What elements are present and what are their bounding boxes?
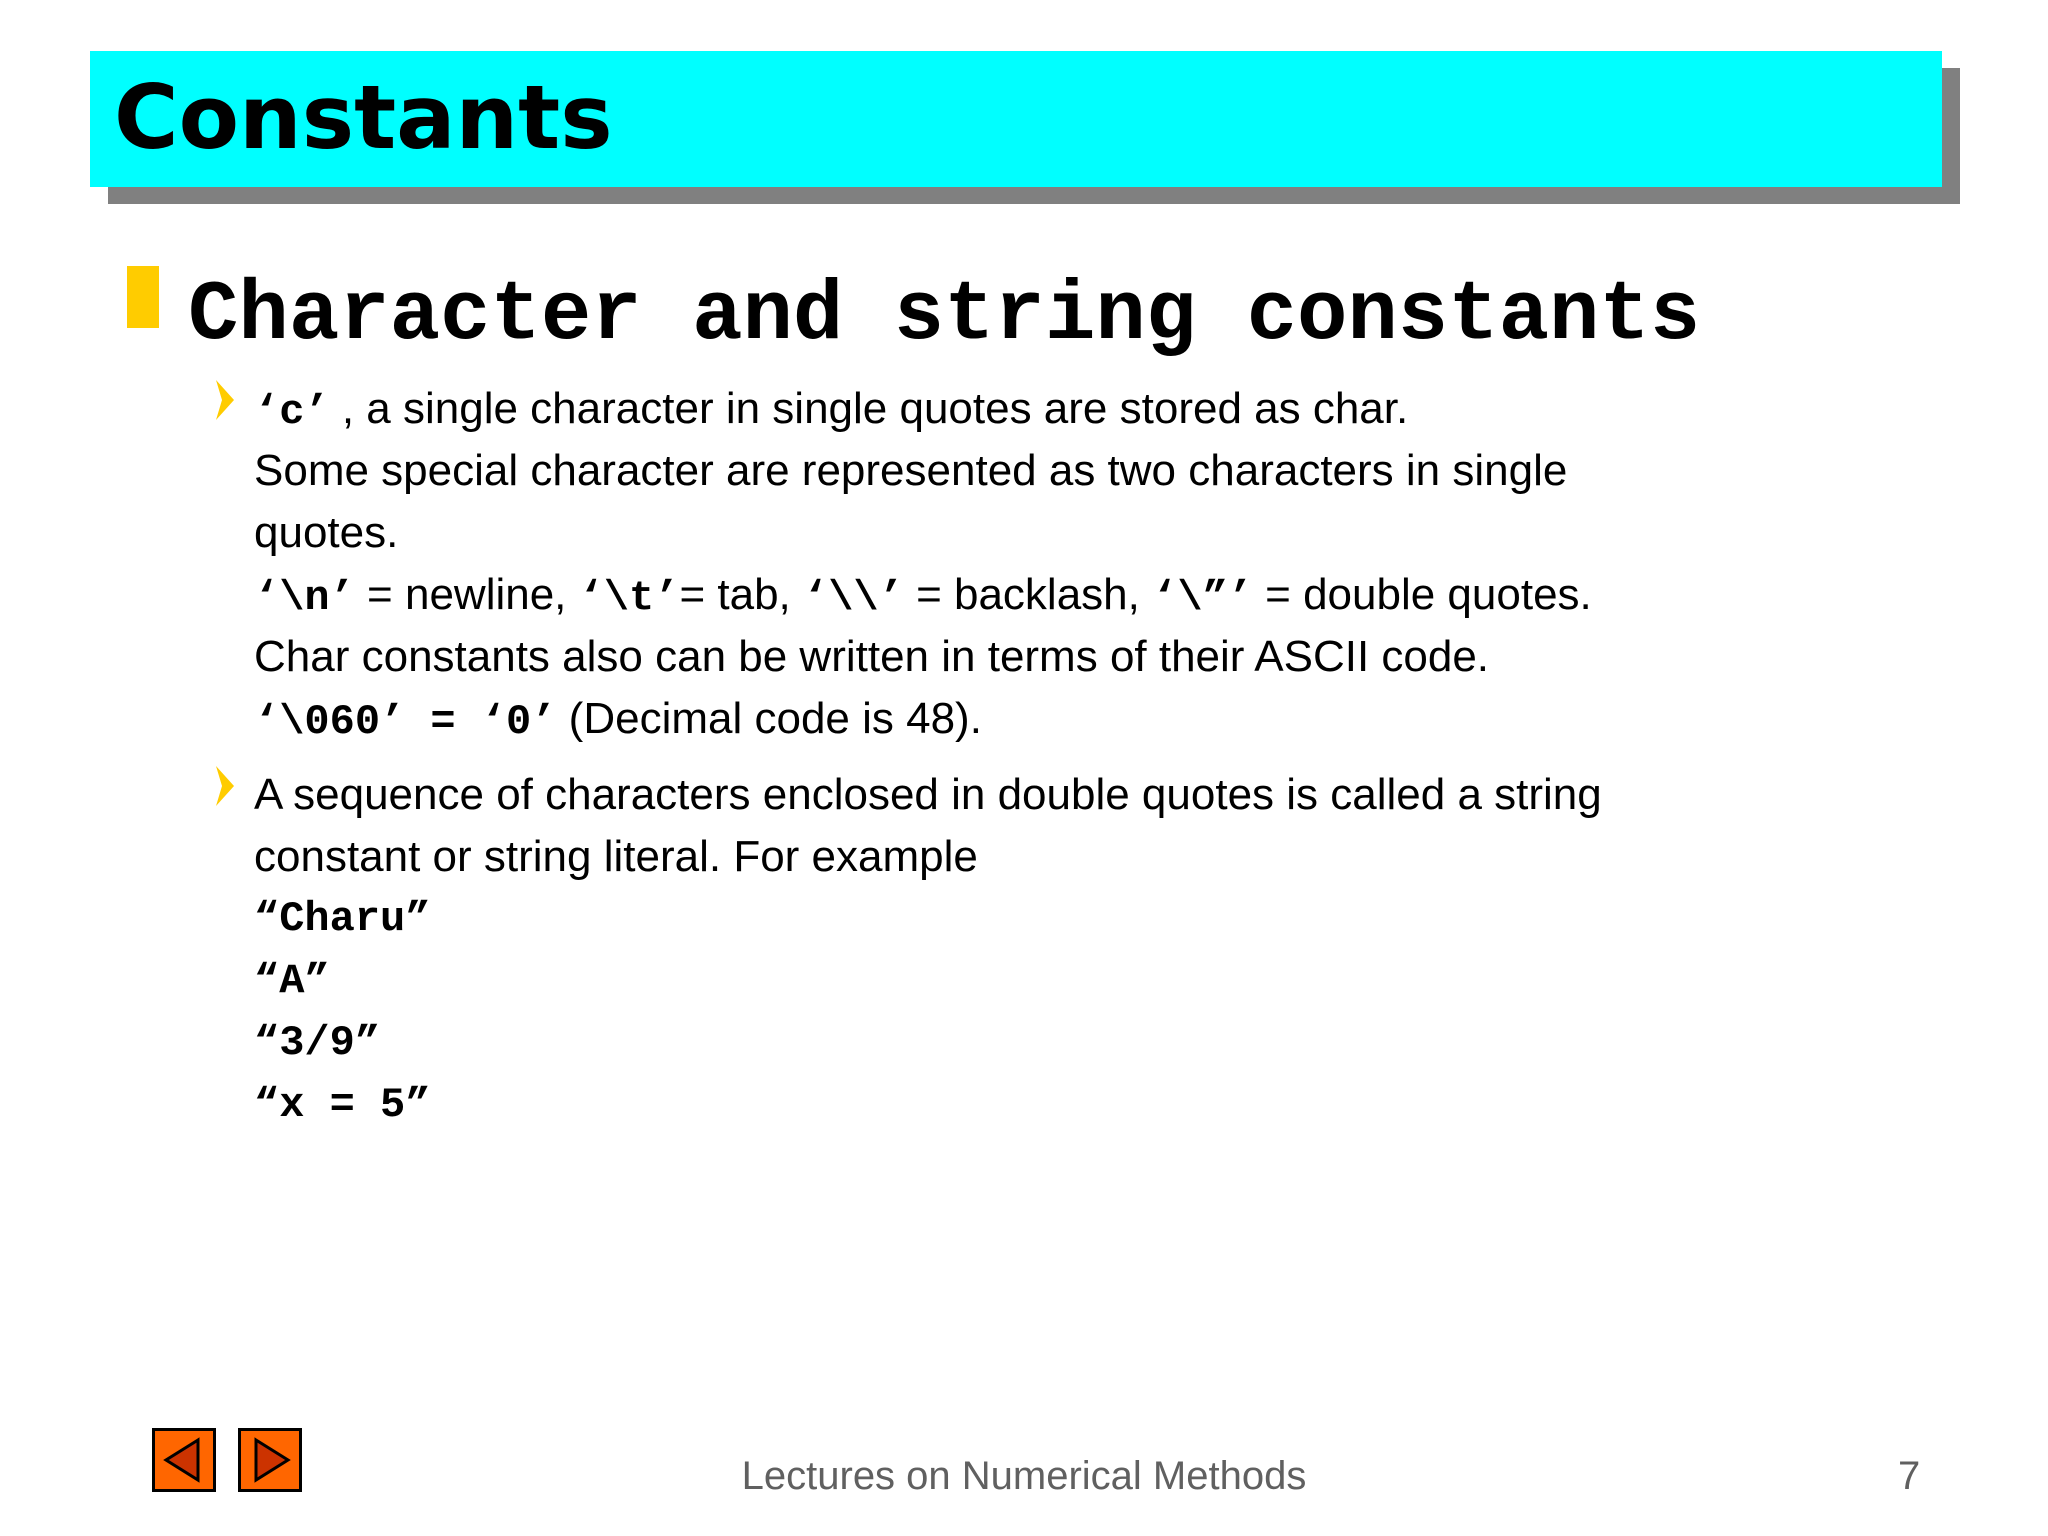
example-string: “x = 5” — [254, 1081, 431, 1129]
title-bar — [90, 51, 1942, 187]
footer-text: Lectures on Numerical Methods — [741, 1454, 1307, 1498]
example-string: “3/9” — [254, 1019, 381, 1067]
code-char-c: ‘c’ — [254, 388, 330, 436]
arrow-bullet-icon — [214, 380, 236, 420]
section-heading: Character and string constants — [188, 269, 1701, 364]
arrow-bullet-icon — [214, 766, 236, 806]
bullet-1: ‘c’ , a single character in single quotes are stored as char. Some special character are represented as two characters in single quotes. ‘\n’ = newline, ‘\t’= tab, ‘\\’ = backlash, ‘\”’ = double quotes. Char constants also can be written in terms of their ASCII code. ‘\060’ = ‘0’ (Decimal code is 48). — [254, 384, 1592, 746]
example-string: “A” — [254, 957, 330, 1005]
example-string: “Charu” — [254, 895, 431, 943]
bullet-marker — [127, 266, 159, 328]
bullet-2: A sequence of characters enclosed in double quotes is called a string constant or string literal. For example “Charu” “A” “3/9” “x = 5” — [254, 764, 1602, 1136]
slide-title: Constants — [114, 66, 613, 169]
code-octal: ‘\060’ = ‘0’ — [254, 698, 557, 746]
page-number: 7 — [1898, 1454, 1921, 1498]
